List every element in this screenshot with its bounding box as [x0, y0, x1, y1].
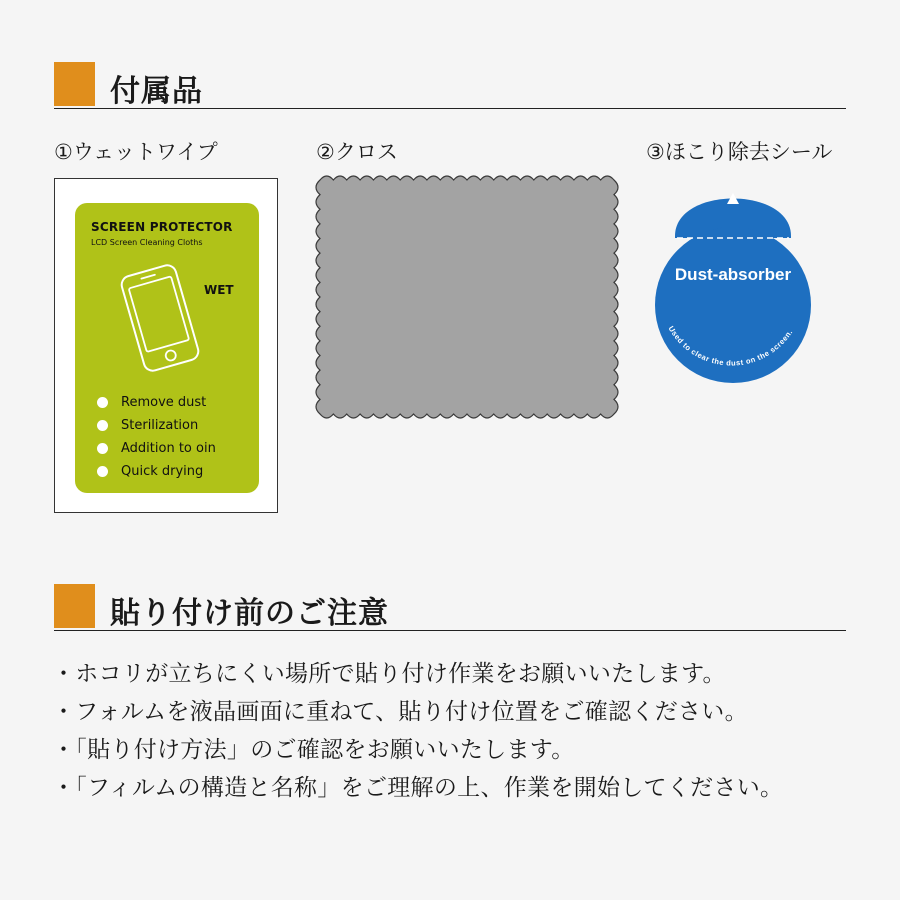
- section-accent-bar: [54, 62, 95, 106]
- feature-item: Remove dust: [97, 391, 216, 414]
- dust-absorber-title: Dust-absorber: [674, 265, 792, 284]
- section-title: 付属品: [110, 74, 203, 109]
- feature-item: Sterilization: [97, 414, 216, 437]
- feature-item: Quick drying: [97, 460, 216, 483]
- wet-wipe-feature-list: [97, 391, 216, 483]
- section-title: 貼り付け前のご注意: [110, 596, 389, 631]
- cloth-label: ②クロス: [316, 140, 398, 164]
- precaution-list: [52, 655, 852, 807]
- wet-wipe-subtitle: LCD Screen Cleaning Cloths: [91, 238, 203, 247]
- bullet-dot-icon: [97, 397, 108, 408]
- precaution-item: ・ホコリが立ちにくい場所で貼り付け作業をお願いいたします。: [52, 661, 726, 687]
- bullet-dot-icon: [97, 420, 108, 431]
- arrow-up-icon: [727, 193, 739, 204]
- section-header-accessories: [54, 58, 846, 109]
- dust-sticker-image: [650, 174, 816, 384]
- wet-wipe-card: [75, 203, 259, 493]
- precaution-item: ・「貼り付け方法」のご確認をお願いいたします。: [52, 737, 575, 763]
- precaution-item: ・「フィルムの構造と名称」をご理解の上、作業を開始してください。: [52, 775, 784, 801]
- bullet-dot-icon: [97, 466, 108, 477]
- section-header-precautions: [54, 580, 846, 631]
- wet-wipe-package: [54, 178, 278, 513]
- phone-icon: [115, 261, 205, 376]
- cloth-image: [312, 172, 622, 422]
- precaution-item: ・フォルムを液晶画面に重ねて、貼り付け位置をご確認ください。: [52, 699, 748, 725]
- wet-tag: WET: [204, 283, 234, 297]
- wet-wipe-label: ①ウェットワイプ: [54, 140, 218, 164]
- feature-item: Addition to oin: [97, 437, 216, 460]
- wet-wipe-title: SCREEN PROTECTOR: [91, 220, 233, 234]
- section-accent-bar: [54, 584, 95, 628]
- bullet-dot-icon: [97, 443, 108, 454]
- dust-sticker-label: ③ほこり除去シール: [646, 140, 833, 164]
- dust-absorber-arc-text: Used to clear the dust on the screen.: [666, 324, 795, 368]
